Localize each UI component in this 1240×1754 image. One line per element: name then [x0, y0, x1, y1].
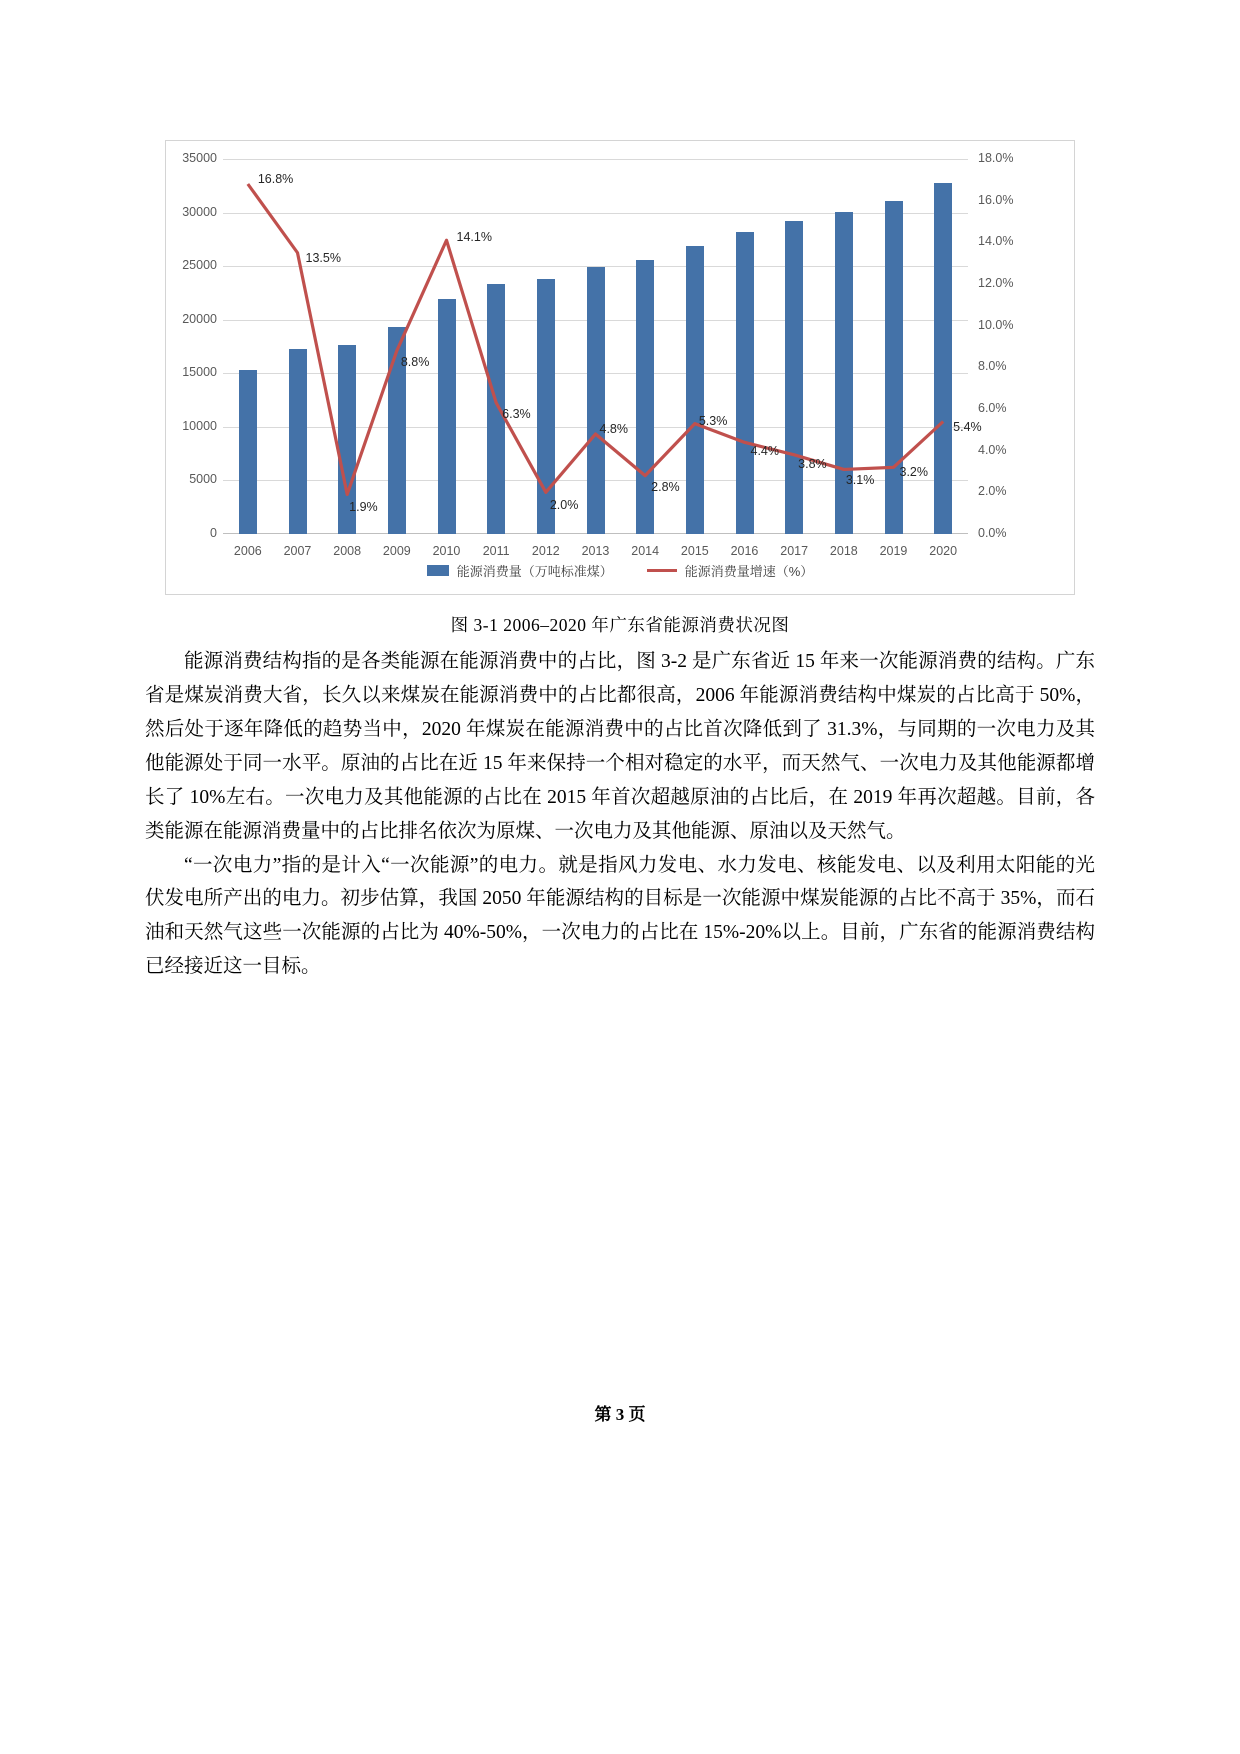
- data-point-label: 4.8%: [599, 422, 628, 436]
- chart-legend: [166, 561, 1074, 580]
- data-point-label: 3.2%: [899, 465, 928, 480]
- data-point-label: 3.8%: [798, 456, 827, 471]
- x-axis-tick-label: 2009: [382, 544, 411, 558]
- data-point-label: 2.8%: [651, 479, 680, 494]
- y-axis-right-tick-label: 2.0%: [978, 484, 1007, 499]
- chart-figure: [165, 140, 1075, 595]
- legend-bar-swatch-icon: [427, 565, 449, 576]
- y-axis-left-tick-label: 20000: [182, 311, 217, 326]
- y-axis-left-tick-label: 10000: [182, 418, 217, 433]
- data-point-label: 14.1%: [456, 230, 492, 245]
- x-axis-tick-label: 2008: [333, 544, 362, 558]
- x-axis-tick-label: 2016: [730, 544, 759, 558]
- figure-caption: 图 3-1 2006–2020 年广东省能源消费状况图: [450, 615, 790, 635]
- legend-item-bar: [427, 561, 613, 580]
- x-axis-tick-label: 2015: [680, 544, 709, 558]
- y-axis-right-tick-label: 6.0%: [978, 401, 1007, 415]
- y-axis-right-tick-label: 14.0%: [978, 234, 1014, 249]
- y-axis-left-tick-label: 15000: [182, 365, 217, 380]
- x-axis-tick-label: 2019: [879, 544, 908, 558]
- legend-bar-label: 能源消费量（万吨标准煤）: [456, 564, 613, 579]
- data-point-label: 8.8%: [400, 354, 430, 369]
- legend-line-swatch-icon: [647, 569, 677, 572]
- y-axis-right-tick-label: 18.0%: [978, 151, 1014, 165]
- x-axis-tick-label: 2010: [432, 544, 461, 558]
- y-axis-right-tick-label: 0.0%: [978, 526, 1007, 540]
- y-axis-right-tick-label: 4.0%: [978, 442, 1007, 457]
- y-axis-right-tick-label: 16.0%: [978, 192, 1014, 207]
- x-axis-tick-label: 2014: [631, 544, 660, 558]
- page-footer: 第 3 页: [594, 1405, 646, 1424]
- y-axis-left-tick-label: 5000: [189, 472, 217, 487]
- data-point-label: 1.9%: [349, 500, 378, 515]
- x-axis-tick-label: 2011: [482, 544, 510, 558]
- data-point-label: 4.4%: [750, 444, 779, 459]
- y-axis-right-tick-label: 12.0%: [978, 276, 1014, 290]
- x-axis-tick-label: 2017: [780, 544, 809, 558]
- x-axis-tick-label: 2007: [283, 544, 312, 558]
- data-point-label: 16.8%: [257, 172, 294, 186]
- data-point-label: 2.0%: [549, 498, 579, 513]
- legend-line-label: 能源消费量增速（%）: [684, 564, 814, 579]
- x-axis-tick-label: 2018: [829, 544, 858, 558]
- data-point-label: 5.4%: [953, 419, 982, 434]
- data-point-label: 6.3%: [502, 406, 531, 421]
- data-point-label: 3.1%: [845, 473, 875, 488]
- chart-plot-area: [182, 151, 1014, 558]
- y-axis-left-tick-label: 35000: [182, 151, 217, 165]
- y-axis-left-tick-label: 25000: [182, 258, 217, 273]
- legend-item-line: [647, 561, 814, 580]
- body-text: [145, 645, 1095, 984]
- y-axis-left-tick-label: 0: [210, 526, 217, 540]
- paragraph-2: “一次电力”指的是计入“一次能源”的电力。就是指风力发电、水力发电、核能发电、以及利用太阳能的光伏发电所产出的电力。初步估算，我国 2050 年能源结构的目标是一次能源中煤炭能源的占比不高于 35%，而石油和天然气这些一次能源的占比为 40%-50%，一次电力的占比在 15%-20%以上。目前，广东省的能源消费结构已经接近这一目标。: [145, 854, 1095, 978]
- y-axis-right-tick-label: 10.0%: [978, 317, 1014, 332]
- y-axis-right-tick-label: 8.0%: [978, 359, 1007, 374]
- x-axis-tick-label: 2006: [233, 544, 262, 558]
- x-axis-tick-label: 2020: [929, 544, 958, 558]
- data-point-label: 13.5%: [305, 250, 341, 265]
- data-point-label: 5.3%: [698, 413, 728, 428]
- x-axis-tick-label: 2012: [531, 544, 560, 558]
- y-axis-left-tick-label: 30000: [182, 204, 217, 219]
- paragraph-1: 能源消费结构指的是各类能源在能源消费中的占比，图 3-2 是广东省近 15 年来一次能源消费的结构。广东省是煤炭消费大省，长久以来煤炭在能源消费中的占比都很高，2006 年能源消费结构中煤炭的占比高于 50%，然后处于逐年降低的趋势当中，2020 年煤炭在能源消费中的占比首次降低到了 31.3%，与同期的一次电力及其他能源处于同一水平。原油的占比在近 15 年来保持一个相对稳定的水平，而天然气、一次电力及其他能源都增长了 10%左右。一次电力及其他能源的占比在 2015 年首次超越原油的占比后，在 2019 年再次超越。目前，各类能源在能源消费量中的占比排名依次为原煤、一次电力及其他能源、原油以及天然气。: [145, 651, 1095, 842]
- x-axis-tick-label: 2013: [581, 544, 610, 558]
